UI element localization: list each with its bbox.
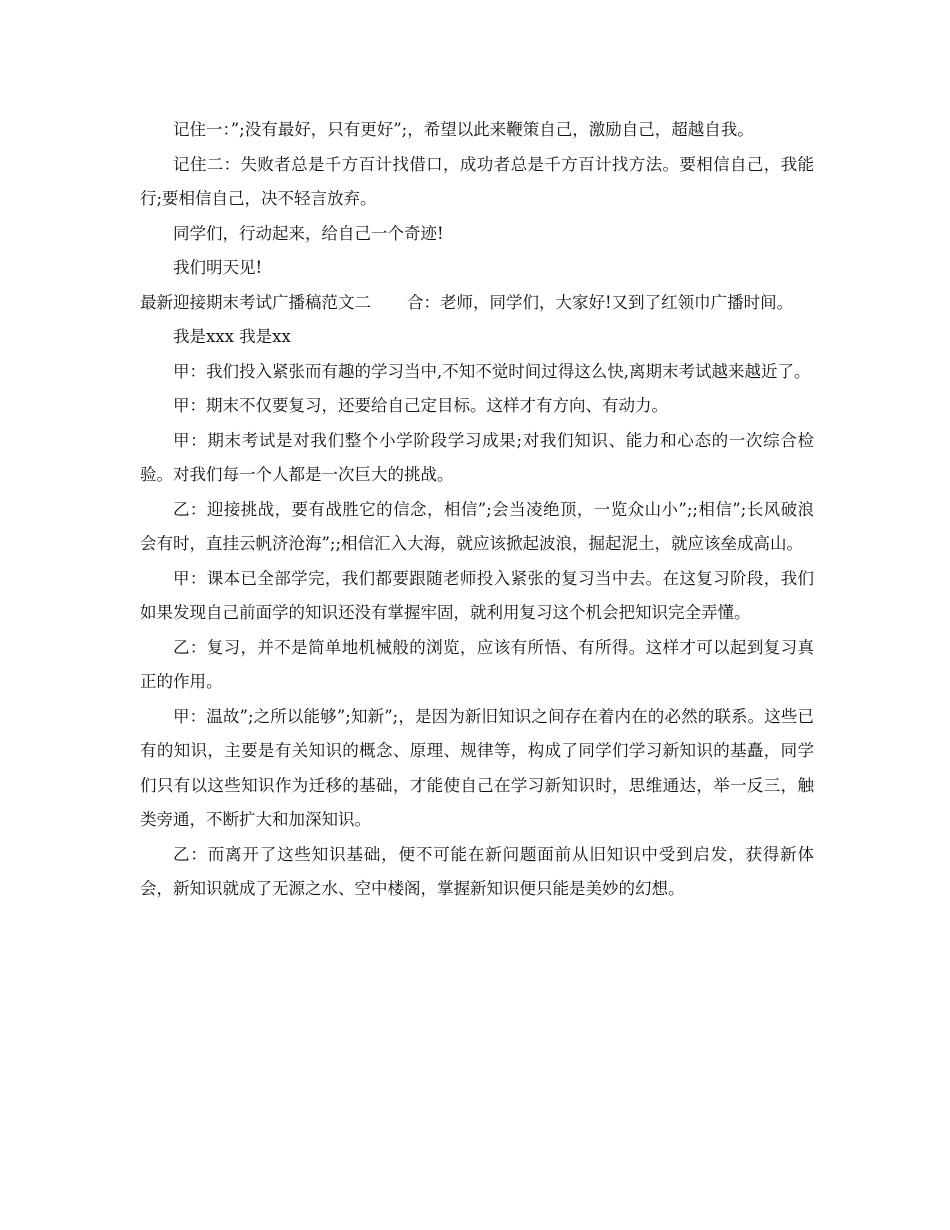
section-opening-text: 合：老师，同学们，大家好!又到了红领巾广播时间。 (407, 292, 794, 312)
paragraph-9: 甲：期末考试是对我们整个小学阶段学习成果;对我们知识、能力和心态的一次综合检验。对我们每一个人都是一次巨大的挑战。 (140, 430, 814, 484)
paragraph-13: 甲：温故”;之所以能够”;知新”;，是因为新旧知识之间存在着内在的必然的联系。这些已有的知识，主要是有关知识的概念、原理、规律等，构成了同学们学习新知识的基矗，同学们只有以这些知识作为迁移的基础，才能使自己在学习新知识时，思维通达，举一反三，触类旁通，不断扩大和加深知识。 (140, 706, 814, 829)
paragraph-3: 同学们，行动起来，给自己一个奇迹! (173, 223, 444, 243)
section-title-line (140, 286, 814, 321)
paragraph-14: 乙：而离开了这些知识基础，便不可能在新问题面前从旧知识中受到启发，获得新体会，新知识就成了无源之水、空中楼阁，掌握新知识便只能是美妙的幻想。 (140, 844, 814, 898)
paragraph-6: 我是xxx 我是xx (173, 327, 291, 346)
paragraph-4: 我们明天见! (173, 258, 263, 277)
paragraph-8: 甲：期末不仅要复习，还要给自己定目标。这样才有方向、有动力。 (173, 396, 668, 415)
document-body (140, 113, 814, 907)
paragraph-11: 甲：课本已全部学完，我们都要跟随老师投入紧张的复习当中去。在这复习阶段，我们如果发现自己前面学的知识还没有掌握牢固，就利用复习这个机会把知识完全弄懂。 (140, 568, 814, 622)
paragraph-12: 乙：复习，并不是简单地机械般的浏览，应该有所悟、有所得。这样才可以起到复习真正的作用。 (140, 637, 814, 691)
paragraph-2: 记住二：失败者总是千方百计找借口，成功者总是千方百计找方法。要相信自己，我能行;要相信自己，决不轻言放弃。 (140, 154, 814, 208)
paragraph-7: 甲：我们投入紧张而有趣的学习当中,不知不觉时间过得这么快,离期末考试越来越近了。 (173, 361, 811, 381)
paragraph-10: 乙：迎接挑战，要有战胜它的信念，相信”;会当凌绝顶，一览众山小”;;相信”;长风破浪会有时，直挂云帆济沧海”;;相信汇入大海，就应该掀起波浪，掘起泥土，就应该垒成高山。 (140, 499, 814, 553)
paragraph-1: 记住一：”;没有最好，只有更好”;，希望以此来鞭策自己，激励自己，超越自我。 (173, 120, 754, 139)
section-title: 最新迎接期末考试广播稿范文二 (140, 292, 371, 312)
